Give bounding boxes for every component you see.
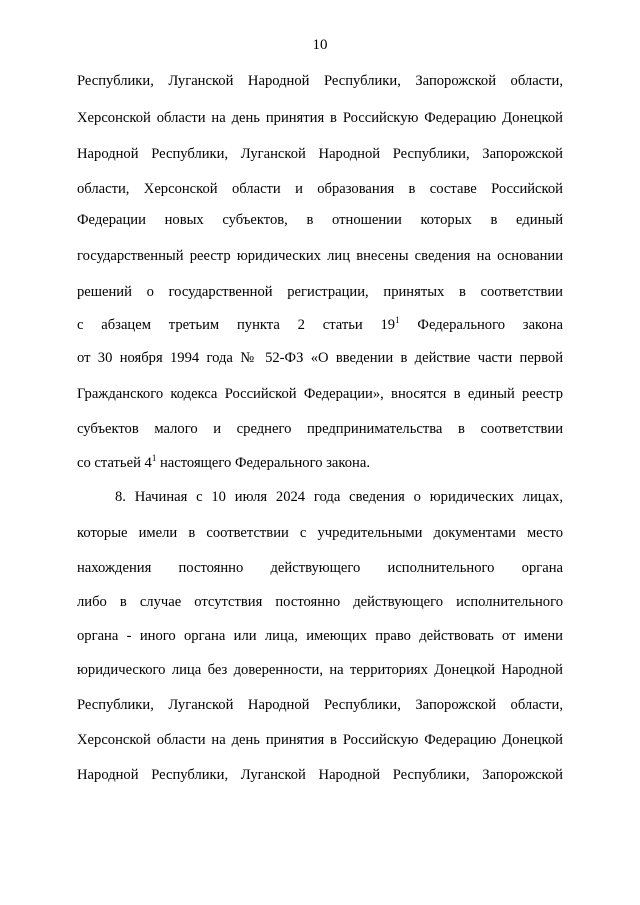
superscript: 1 <box>151 453 157 463</box>
text-line <box>77 455 563 472</box>
text-line: от 30 ноября 1994 года № 52-ФЗ «О введении в действие части первой <box>77 350 563 366</box>
text-line: Народной Республики, Луганской Народной Республики, Запорожской <box>77 767 563 783</box>
text-line: юридического лица без доверенности, на территориях Донецкой Народной <box>77 662 563 678</box>
text-fragment: с абзацем третьим пункта 2 статьи 19 <box>77 317 396 333</box>
text-line: Республики, Луганской Народной Республики, Запорожской области, <box>77 697 563 713</box>
text-line: государственный реестр юридических лиц внесены сведения на основании <box>77 248 563 264</box>
text-line: органа - иного органа или лица, имеющих право действовать от имени <box>77 628 563 644</box>
text-line: решений о государственной регистрации, принятых в соответствии <box>77 284 563 300</box>
text-fragment: настоящего Федерального закона. <box>156 455 370 471</box>
text-line: области, Херсонской области и образования в составе Российской <box>77 181 563 197</box>
page-number: 10 <box>312 37 328 53</box>
text-fragment: Федерального закона <box>399 317 563 333</box>
text-line: Херсонской области на день принятия в Российскую Федерацию Донецкой <box>77 732 563 748</box>
text-line: 8. Начиная с 10 июля 2024 года сведения о юридических лицах, <box>115 489 563 505</box>
text-fragment: со статьей 4 <box>77 455 152 471</box>
text-line <box>77 317 563 334</box>
text-line: Гражданского кодекса Российской Федерации», вносятся в единый реестр <box>77 386 563 402</box>
text-line: нахождения постоянно действующего исполнительного органа <box>77 560 563 576</box>
text-line: Народной Республики, Луганской Народной Республики, Запорожской <box>77 146 563 162</box>
text-line: субъектов малого и среднего предпринимательства в соответствии <box>77 421 563 437</box>
text-line: либо в случае отсутствия постоянно действующего исполнительного <box>77 594 563 610</box>
superscript: 1 <box>395 315 400 325</box>
text-line: Республики, Луганской Народной Республики, Запорожской области, <box>77 73 563 89</box>
text-line: которые имели в соответствии с учредительными документами место <box>77 525 563 541</box>
text-line: Федерации новых субъектов, в отношении которых в единый <box>77 212 563 228</box>
text-line: Херсонской области на день принятия в Российскую Федерацию Донецкой <box>77 110 563 126</box>
